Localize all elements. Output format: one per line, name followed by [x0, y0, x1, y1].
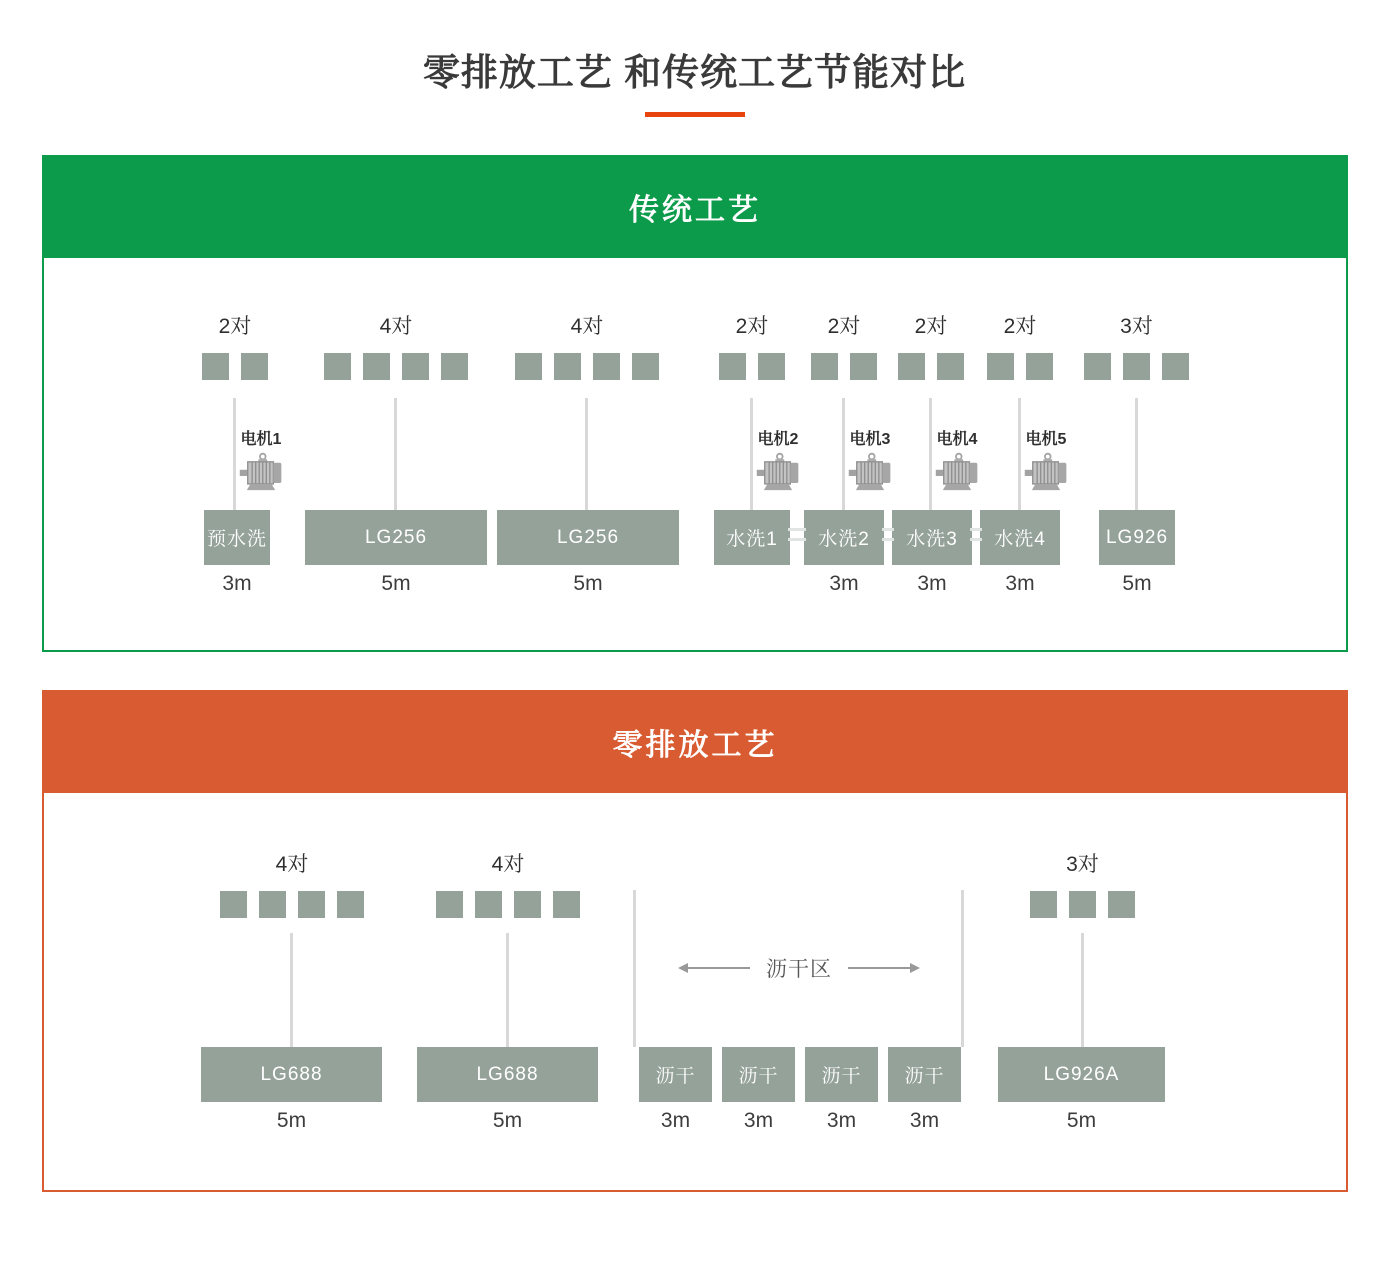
roller-pair-count-label: 3对	[1120, 315, 1153, 338]
roller-squares	[987, 353, 1053, 380]
machine-box	[497, 510, 679, 565]
connector-line	[506, 933, 509, 1047]
motor	[1018, 426, 1074, 497]
roller-square	[1069, 891, 1096, 918]
machine-length-label: 3m	[222, 572, 252, 595]
roller-square	[515, 353, 542, 380]
machine-box	[201, 1047, 382, 1102]
machine-label: 水洗1	[726, 529, 778, 550]
box-connector	[970, 528, 982, 541]
roller-pair-count-label: 4对	[491, 853, 525, 876]
roller-square	[363, 353, 390, 380]
roller-pair-count-label: 2对	[914, 315, 948, 338]
machine-label: LG926A	[1043, 1063, 1120, 1085]
motor-label: 电机2	[757, 431, 799, 448]
machine-length-label: 3m	[829, 572, 859, 595]
roller-square	[441, 353, 468, 380]
machine-label: 水洗4	[994, 529, 1046, 550]
motor-icon	[934, 452, 980, 492]
roller-square	[202, 353, 229, 380]
roller-square	[811, 353, 838, 380]
machine-box	[204, 510, 270, 565]
roller-square	[259, 891, 286, 918]
machine-label: 沥干	[821, 1066, 862, 1087]
roller-pair-group	[202, 313, 268, 380]
roller-square	[937, 353, 964, 380]
traditional-process-panel	[42, 155, 1348, 652]
machine-length-label: 5m	[1066, 1109, 1097, 1132]
machine-length-label: 5m	[381, 572, 411, 595]
motor-label: 电机1	[240, 431, 282, 448]
machine-label: LG256	[556, 526, 620, 548]
page-title: 零排放工艺 和传统工艺节能对比	[422, 52, 967, 93]
machine-label: 水洗3	[906, 529, 958, 550]
machine-length-label: 3m	[909, 1109, 940, 1132]
machine-box	[722, 1047, 795, 1102]
machine-box	[892, 510, 972, 565]
roller-pair-group	[1084, 313, 1189, 380]
roller-squares	[811, 353, 877, 380]
machine-box	[417, 1047, 598, 1102]
connector-line	[394, 398, 397, 510]
roller-squares	[436, 891, 580, 918]
roller-square	[514, 891, 541, 918]
connector-line	[1081, 933, 1084, 1047]
roller-square	[632, 353, 659, 380]
motor	[233, 426, 289, 497]
motor-label: 电机4	[936, 431, 978, 448]
machine-length-label: 5m	[573, 572, 603, 595]
roller-square	[298, 891, 325, 918]
roller-squares	[515, 353, 659, 380]
roller-pair-group	[719, 313, 785, 380]
title-underline	[645, 112, 745, 117]
machine-label: 预水洗	[206, 529, 267, 550]
motor	[929, 426, 985, 497]
motor	[842, 426, 898, 497]
roller-square	[436, 891, 463, 918]
zero-emission-header: 零排放工艺	[42, 690, 1348, 793]
right-arrow-icon	[848, 962, 920, 974]
box-connector	[788, 528, 806, 541]
machine-box	[804, 510, 884, 565]
left-arrow-icon	[678, 962, 750, 974]
machine-label: 沥干	[655, 1066, 696, 1087]
machine-length-label: 5m	[276, 1109, 307, 1132]
machine-label: 沥干	[738, 1066, 779, 1087]
connector-line	[585, 398, 588, 510]
roller-squares	[1030, 891, 1135, 918]
roller-pair-group	[220, 851, 364, 918]
machine-box	[998, 1047, 1165, 1102]
roller-square	[987, 353, 1014, 380]
drain-zone-indicator	[635, 953, 963, 983]
roller-pair-count-label: 4对	[275, 853, 309, 876]
machine-length-label: 3m	[1005, 572, 1035, 595]
roller-square	[1026, 353, 1053, 380]
motor-label: 电机3	[849, 431, 891, 448]
roller-square	[1084, 353, 1111, 380]
roller-pair-count-label: 2对	[735, 315, 769, 338]
roller-pair-group	[987, 313, 1053, 380]
roller-square	[553, 891, 580, 918]
motor-icon	[847, 452, 893, 492]
connector-line	[290, 933, 293, 1047]
machine-length-label: 3m	[917, 572, 947, 595]
roller-squares	[220, 891, 364, 918]
machine-box	[714, 510, 790, 565]
roller-square	[402, 353, 429, 380]
machine-box	[888, 1047, 961, 1102]
roller-square	[1030, 891, 1057, 918]
roller-pair-group	[515, 313, 659, 380]
roller-square	[719, 353, 746, 380]
motor-label: 电机5	[1025, 431, 1067, 448]
roller-pair-group	[811, 313, 877, 380]
roller-pair-count-label: 4对	[570, 315, 604, 338]
box-connector	[882, 528, 894, 541]
machine-length-label: 3m	[826, 1109, 857, 1132]
connector-line	[1135, 398, 1138, 510]
machine-length-label: 3m	[743, 1109, 774, 1132]
traditional-process-body	[42, 258, 1348, 652]
machine-length-label: 3m	[660, 1109, 691, 1132]
roller-square	[593, 353, 620, 380]
machine-box	[639, 1047, 712, 1102]
machine-length-label: 5m	[492, 1109, 523, 1132]
roller-square	[554, 353, 581, 380]
roller-square	[1162, 353, 1189, 380]
roller-square	[220, 891, 247, 918]
roller-square	[324, 353, 351, 380]
roller-pair-count-label: 3对	[1066, 853, 1099, 876]
roller-square	[1123, 353, 1150, 380]
roller-pair-count-label: 2对	[827, 315, 861, 338]
machine-box	[1099, 510, 1175, 565]
roller-squares	[202, 353, 268, 380]
machine-box	[305, 510, 487, 565]
roller-pair-count-label: 4对	[379, 315, 413, 338]
zero-emission-panel	[42, 690, 1348, 1192]
machine-label: 沥干	[904, 1066, 945, 1087]
machine-label: LG688	[476, 1063, 539, 1085]
motor	[750, 426, 806, 497]
machine-box	[980, 510, 1060, 565]
roller-square	[241, 353, 268, 380]
machine-label: LG256	[364, 526, 428, 548]
machine-length-label: 5m	[1122, 572, 1152, 595]
roller-square	[850, 353, 877, 380]
roller-square	[758, 353, 785, 380]
roller-square	[898, 353, 925, 380]
roller-squares	[1084, 353, 1189, 380]
machine-box	[805, 1047, 878, 1102]
machine-label: LG926	[1105, 526, 1169, 548]
traditional-process-header: 传统工艺	[42, 155, 1348, 258]
roller-pair-group	[898, 313, 964, 380]
roller-square	[1108, 891, 1135, 918]
roller-pair-count-label: 2对	[1003, 315, 1037, 338]
roller-pair-group	[436, 851, 580, 918]
roller-squares	[324, 353, 468, 380]
roller-squares	[898, 353, 964, 380]
roller-pair-group	[324, 313, 468, 380]
motor-icon	[755, 452, 801, 492]
machine-label: 水洗2	[818, 529, 870, 550]
motor-icon	[1023, 452, 1069, 492]
roller-square	[337, 891, 364, 918]
motor-icon	[238, 452, 284, 492]
zero-emission-body	[42, 793, 1348, 1192]
drain-zone-label: 沥干区	[766, 958, 832, 981]
roller-squares	[719, 353, 785, 380]
roller-square	[475, 891, 502, 918]
machine-label: LG688	[260, 1063, 323, 1085]
roller-pair-group	[1030, 851, 1135, 918]
roller-pair-count-label: 2对	[218, 315, 252, 338]
